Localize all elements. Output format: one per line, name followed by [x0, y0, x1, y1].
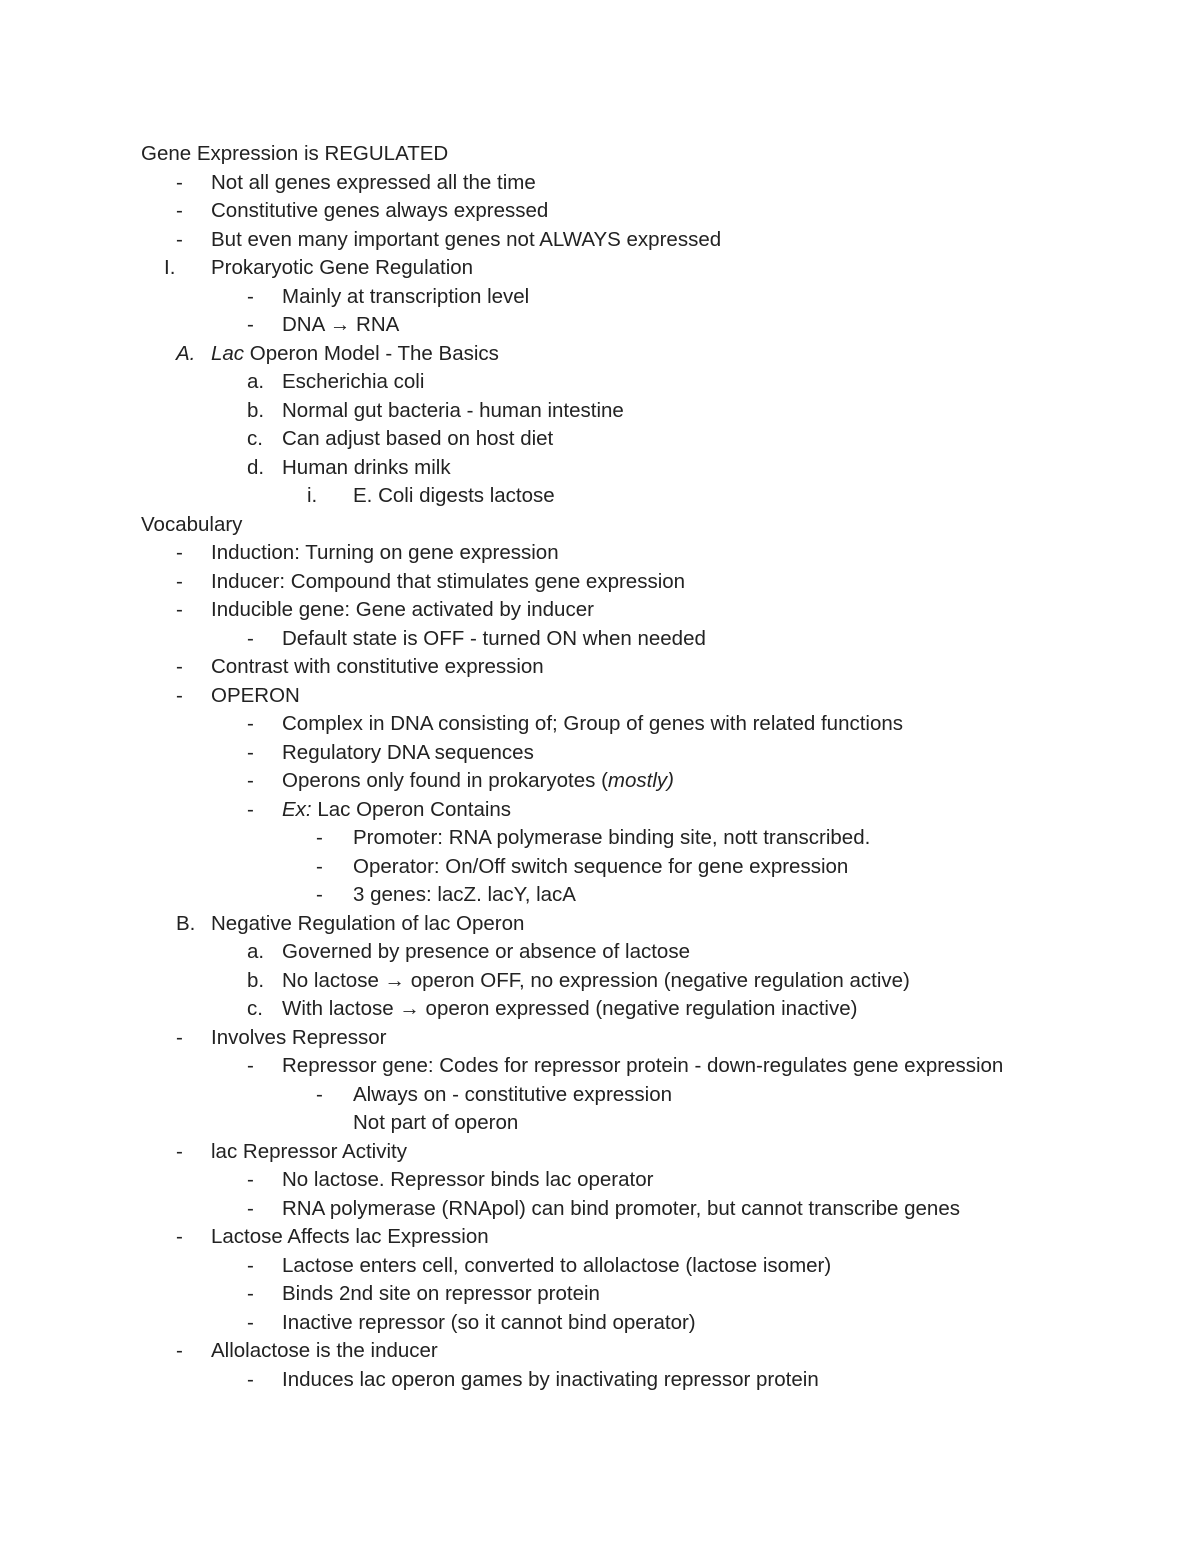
bullet-dash: - [176, 684, 183, 707]
bullet-dash: - [247, 285, 254, 308]
bullet-dash: - [176, 1225, 183, 1248]
bullet-dash: - [247, 1311, 254, 1334]
list-item: - 3 genes: lacZ. lacY, lacA [0, 881, 1200, 909]
bullet-dash: - [176, 655, 183, 678]
list-item: - But even many important genes not ALWAYS expressed [0, 226, 1200, 254]
bullet-dash: - [176, 1026, 183, 1049]
list-item-lettered: A. Lac Operon Model - The Basics [0, 340, 1200, 368]
bullet-dash: - [247, 769, 254, 792]
list-item-lettered: b. Normal gut bacteria - human intestine [0, 397, 1200, 425]
letter-marker: B. [176, 912, 196, 935]
list-item: - Operator: On/Off switch sequence for gene expression [0, 853, 1200, 881]
list-item: - Repressor gene: Codes for repressor protein - down-regulates gene expression [0, 1052, 1200, 1080]
letter-marker: c. [247, 997, 263, 1020]
letter-marker: b. [247, 969, 265, 992]
list-item: - Ex: Lac Operon Contains [0, 796, 1200, 824]
list-item: - OPERON [0, 682, 1200, 710]
bullet-dash: - [247, 1054, 254, 1077]
list-item-lettered: b. No lactose → operon OFF, no expression (negative regulation active) [0, 967, 1200, 995]
bullet-dash: - [176, 1339, 183, 1362]
list-item: - Always on - constitutive expression [0, 1081, 1200, 1109]
list-item: - Inducible gene: Gene activated by inducer [0, 596, 1200, 624]
bullet-dash: - [316, 826, 323, 849]
section-heading: Vocabulary [141, 513, 243, 536]
list-item-roman: I. Prokaryotic Gene Regulation [0, 254, 1200, 282]
bullet-dash: - [176, 1140, 183, 1163]
list-item-lettered: a. Escherichia coli [0, 368, 1200, 396]
bullet-dash: - [247, 1368, 254, 1391]
list-item: - Induces lac operon games by inactivating repressor protein [0, 1366, 1200, 1394]
list-item: - Lactose Affects lac Expression [0, 1223, 1200, 1251]
bullet-dash: - [176, 541, 183, 564]
list-item: - Binds 2nd site on repressor protein [0, 1280, 1200, 1308]
list-item-lettered: d. Human drinks milk [0, 454, 1200, 482]
bullet-dash: - [176, 228, 183, 251]
bullet-dash: - [316, 1083, 323, 1106]
bullet-dash: - [247, 1282, 254, 1305]
bullet-dash: - [247, 741, 254, 764]
roman-numeral-marker: I. [164, 256, 176, 279]
list-item-lettered: c. With lactose → operon expressed (negative regulation inactive) [0, 995, 1200, 1023]
roman-numeral-marker: i. [307, 484, 318, 507]
list-item: - Allolactose is the inducer [0, 1337, 1200, 1365]
letter-marker: a. [247, 940, 265, 963]
list-item: - lac Repressor Activity [0, 1138, 1200, 1166]
list-item: - Not all genes expressed all the time [0, 169, 1200, 197]
bullet-dash: - [247, 313, 254, 336]
bullet-dash: - [247, 712, 254, 735]
bullet-dash: - [176, 199, 183, 222]
list-item: - Induction: Turning on gene expression [0, 539, 1200, 567]
list-item: - DNA → RNA [0, 311, 1200, 339]
bullet-dash: - [176, 570, 183, 593]
bullet-dash: - [247, 1197, 254, 1220]
list-item: - Contrast with constitutive expression [0, 653, 1200, 681]
letter-marker: A. [176, 342, 196, 365]
bullet-dash: - [247, 1168, 254, 1191]
list-item-lettered: B. Negative Regulation of lac Operon [0, 910, 1200, 938]
bullet-dash: - [176, 598, 183, 621]
letter-marker: d. [247, 456, 265, 479]
letter-marker: b. [247, 399, 265, 422]
section-heading: Gene Expression is REGULATED [141, 142, 449, 165]
list-item: - Constitutive genes always expressed [0, 197, 1200, 225]
list-item: - Mainly at transcription level [0, 283, 1200, 311]
letter-marker: c. [247, 427, 263, 450]
bullet-dash: - [316, 883, 323, 906]
list-item-lettered: a. Governed by presence or absence of lactose [0, 938, 1200, 966]
list-item: - Inducer: Compound that stimulates gene expression [0, 568, 1200, 596]
list-item: - Involves Repressor [0, 1024, 1200, 1052]
bullet-dash: - [176, 171, 183, 194]
bullet-dash: - [247, 1254, 254, 1277]
list-item: - Operons only found in prokaryotes (mostly) [0, 767, 1200, 795]
list-item: - Regulatory DNA sequences [0, 739, 1200, 767]
letter-marker: a. [247, 370, 265, 393]
bullet-dash: - [247, 627, 254, 650]
bullet-dash: - [316, 855, 323, 878]
list-item: - Lactose enters cell, converted to allolactose (lactose isomer) [0, 1252, 1200, 1280]
list-item: - No lactose. Repressor binds lac operator [0, 1166, 1200, 1194]
list-item-continuation: Not part of operon [353, 1111, 519, 1134]
bullet-dash: - [247, 798, 254, 821]
list-item: - Complex in DNA consisting of; Group of genes with related functions [0, 710, 1200, 738]
list-item-lettered: c. Can adjust based on host diet [0, 425, 1200, 453]
list-item-roman: i. E. Coli digests lactose [0, 482, 1200, 510]
list-item: - Default state is OFF - turned ON when needed [0, 625, 1200, 653]
list-item: - Inactive repressor (so it cannot bind operator) [0, 1309, 1200, 1337]
list-item: - Promoter: RNA polymerase binding site, nott transcribed. [0, 824, 1200, 852]
list-item: - RNA polymerase (RNApol) can bind promoter, but cannot transcribe genes [0, 1195, 1200, 1223]
